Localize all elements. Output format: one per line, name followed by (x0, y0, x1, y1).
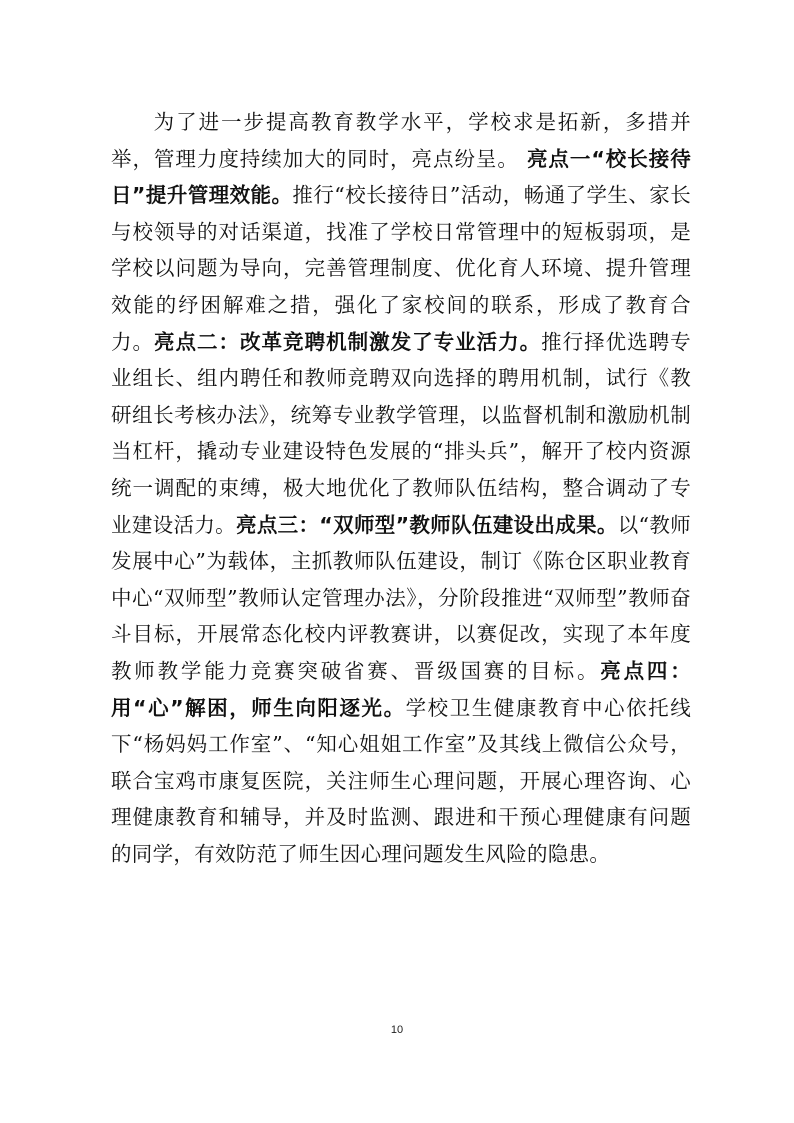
body-paragraph (111, 104, 691, 872)
highlight-one-text: 推行“校长接待日”活动，畅通了学生、家长与校领导的对话渠道，找准了学校日常管理中的短板弱项，是学校以问题为导向，完善管理制度、优化育人环境、提升管理效能的纾困解难之措，强化了家校间的联系，形成了教育合力。 (111, 183, 691, 354)
highlight-three-heading: 亮点三：“双师型”教师队伍建设出成果。 (235, 512, 618, 537)
highlight-four-text: 学校卫生健康教育中心依托线下“杨妈妈工作室”、“知心姐姐工作室”及其线上微信公众号，联合宝鸡市康复医院，关注师生心理问题，开展心理咨询、心理健康教育和辅导，并及时监测、跟进和干预心理健康有问题的同学，有效防范了师生因心理问题发生风险的隐患。 (111, 695, 691, 866)
intro-text: 为了进一步提高教育教学水平，学校求是拓新，多措并举，管理力度持续加大的同时，亮点纷呈。 (111, 110, 691, 171)
highlight-four-heading: 亮点四：用“心”解困，师生向阳逐光。 (111, 658, 691, 720)
highlight-three-text: 以“教师发展中心”为载体，主抓教师队伍建设，制订《陈仓区职业教育中心“双师型”教师认定管理办法》，分阶段推进“双师型”教师奋斗目标，开展常态化校内评教赛讲，以赛促改，实现了本年度教师教学能力竞赛突破省赛、晋级国赛的目标。 (111, 512, 691, 683)
highlight-one-heading: 亮点一“校长接待日”提升管理效能。 (111, 146, 691, 208)
page-number: 10 (390, 1024, 404, 1036)
highlight-two-text: 推行择优选聘专业组长、组内聘任和教师竞聘双向选择的聘用机制，试行《教研组长考核办法》，统筹专业教学管理，以监督机制和激励机制当杠杆，撬动专业建设特色发展的“排头兵”，解开了校内资源统一调配的束缚，极大地优化了教师队伍结构，整合调动了专业建设活力。 (111, 329, 691, 537)
highlight-two-heading: 亮点二：改革竞聘机制激发了专业活力。 (154, 329, 542, 354)
